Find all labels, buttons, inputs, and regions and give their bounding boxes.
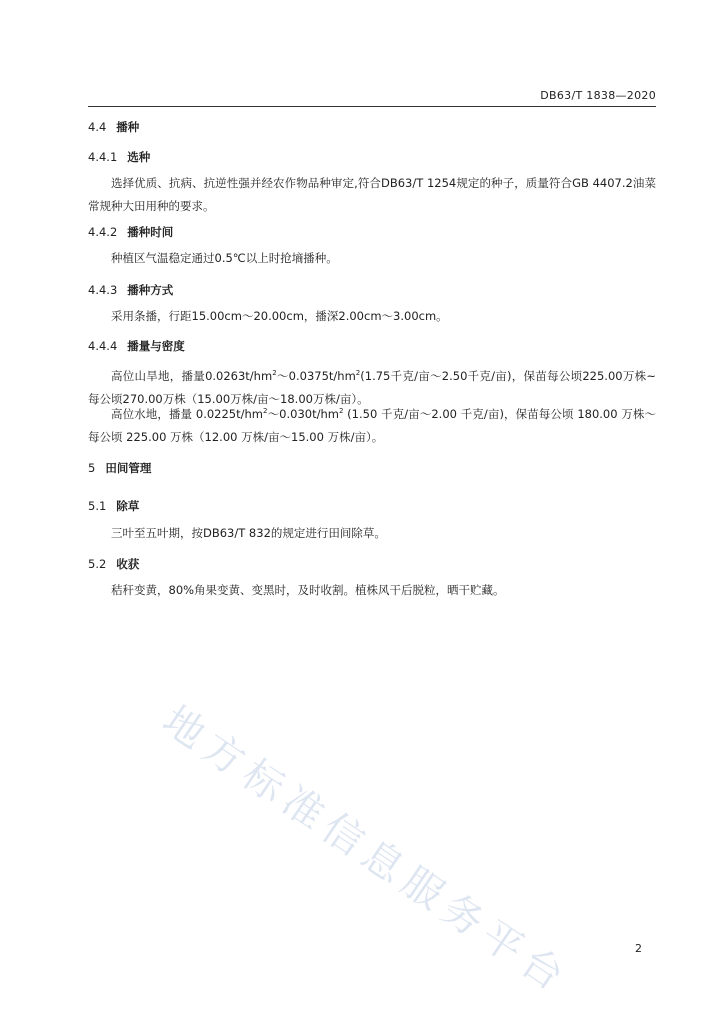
page-number: 2 [635, 942, 642, 955]
heading-5: 5 田间管理 [88, 461, 152, 475]
paragraph-sowing-time: 种植区气温稳定通过0.5℃以上时抢墒播种。 [111, 251, 338, 265]
heading-5-2: 5.2 收获 [88, 557, 140, 571]
heading-4-4-2: 4.4.2 播种时间 [88, 225, 174, 239]
heading-5-1: 5.1 除草 [88, 499, 140, 513]
paragraph-harvest: 秸秆变黄，80%角果变黄、变黑时，及时收割。植株风干后脱粒，晒干贮藏。 [111, 583, 505, 597]
paragraph-seed-selection: 选择优质、抗病、抗逆性强并经农作物品种审定,符合DB63/T 1254规定的种子，质量符合GB 4407.2油菜常规种大田用种的要求。 [88, 176, 656, 213]
paragraph-mountain-dryland: 高位山旱地，播量$0.0263t/hm^2\sim 0.0375t/hm^2(1.75$千克/亩～2.50千克/亩)，保苗每公顷225.00万株~每公顷270.00万株（15.00万株/亩～18.00万株/亩）。 [88, 368, 656, 406]
heading-4-4-4: 4.4.4 播量与密度 [88, 339, 185, 353]
heading-4-4-1: 4.4.1 选种 [88, 150, 151, 164]
paragraph-sowing-method: 采用条播，行距15.00cm～20.00cm，播深2.00cm～3.00cm。 [111, 309, 448, 323]
heading-4-4: 4.4 播种 [88, 120, 140, 134]
watermark: 地方标准信息服务平台 [154, 697, 578, 1005]
heading-4-4-3: 4.4.3 播种方式 [88, 283, 174, 297]
paragraph-irrigated-land: 高位水地，播量 $0.0225t/hm^2\sim 0.030t/hm^2$ (1.50 千克/亩～2.00 千克/亩)，保苗每公顷 180.00 万株～每公顷 225.00 万株（12.00 万株/亩～15.00 万株/亩）。 [88, 406, 656, 444]
header-divider [88, 106, 656, 107]
standard-code: DB63/T 1838—2020 [540, 89, 656, 102]
paragraph-weeding: 三叶至五叶期，按DB63/T 832的规定进行田间除草。 [111, 526, 386, 540]
